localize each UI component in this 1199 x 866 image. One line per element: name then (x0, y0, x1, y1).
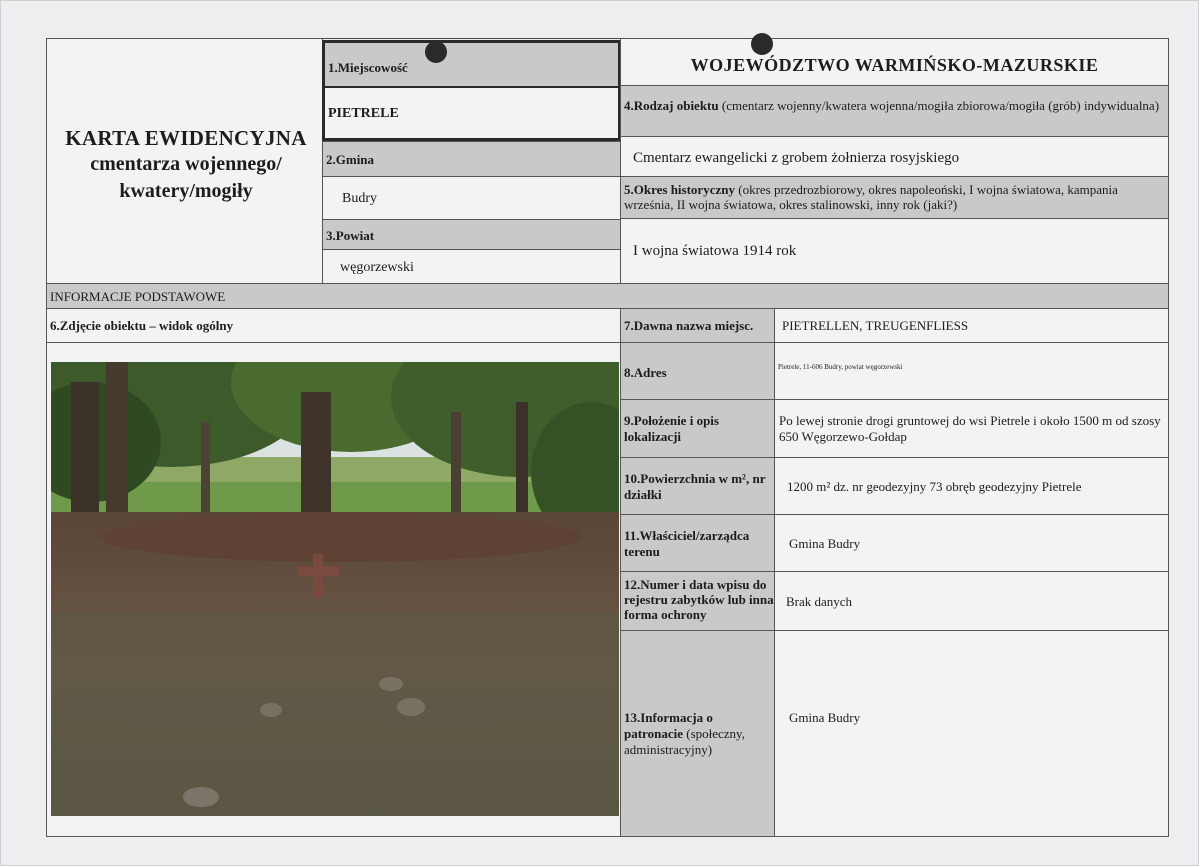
detail-value-patronat: Gmina Budry (789, 710, 861, 725)
detail-value-powierzchnia: 1200 m² dz. nr geodezyjny 73 obręb geodezyjny Pietrele (787, 479, 1082, 494)
basic-info-heading: INFORMACJE PODSTAWOWE (50, 289, 226, 304)
punch-hole-left (425, 41, 447, 63)
detail-label-powierzchnia: 10.Powierzchnia w m², nr działki (624, 471, 766, 502)
gmina-value: Budry (342, 191, 377, 206)
okres-value: I wojna światowa 1914 rok (633, 243, 797, 259)
card-title-line1: KARTA EWIDENCYJNA (65, 126, 307, 150)
detail-label-patronat-bold: 13.Informacja o patronacie (624, 710, 713, 741)
detail-label-rejestr: 12.Numer i data wpisu do rejestru zabytków lub inna forma ochrony (624, 577, 774, 622)
detail-value-polozenie: Po lewej stronie drogi gruntowej do wsi Pietrele i około 1500 m od szosy 650 Węgorzewo-Gołdap (779, 413, 1161, 444)
detail-value-cell-8 (774, 342, 1169, 400)
detail-value-adres: Pietrele, 11-606 Budry, powiat węgorzewski (778, 363, 903, 371)
rodzaj-hint: (cmentarz wojenny/kwatera wojenna/mogiła zbiorowa/mogiła (grób) indywidualna) (718, 98, 1160, 113)
card-title-line2: cmentarza wojennego/ (90, 153, 282, 175)
rodzaj-label-block (624, 98, 1164, 113)
miejscowosc-value: PIETRELE (328, 106, 399, 121)
okres-label: 5.Okres historyczny (624, 182, 735, 197)
okres-hint: (okres przedrozbiorowy, okres napoleoński, I wojna światowa, kampania września, II wojna światowa, okres stalinowski, inny rok (jaki?) (624, 182, 1118, 212)
detail-value-cell-13 (774, 630, 1169, 837)
detail-value-dawna-nazwa: PIETRELLEN, TREUGENFLIESS (782, 318, 969, 333)
detail-label-dawna-nazwa: 7.Dawna nazwa miejsc. (624, 318, 754, 333)
okres-label-block (624, 182, 1164, 212)
miejscowosc-label: 1.Miejscowość (328, 60, 408, 75)
card-title-line3: kwatery/mogiły (119, 180, 253, 202)
photo-label: 6.Zdjęcie obiektu – widok ogólny (50, 318, 234, 333)
voivodeship-title: WOJEWÓDZTWO WARMIŃSKO-MAZURSKIE (690, 55, 1099, 75)
punch-hole-right (751, 33, 773, 55)
rodzaj-label: 4.Rodzaj obiektu (624, 98, 719, 113)
powiat-label: 3.Powiat (326, 228, 375, 243)
cemetery-photo (51, 362, 619, 816)
detail-label-adres: 8.Adres (624, 365, 667, 380)
detail-label-patronat-rest: (społeczny, administracyjny) (624, 726, 745, 757)
detail-label-polozenie: 9.Położenie i opis lokalizacji (624, 413, 719, 444)
gmina-label: 2.Gmina (326, 152, 375, 167)
detail-label-patronat (624, 710, 770, 758)
detail-label-wlasciciel: 11.Właściciel/zarządca terenu (624, 528, 750, 559)
detail-value-rejestr: Brak danych (786, 594, 853, 609)
detail-value-wlasciciel: Gmina Budry (789, 536, 861, 551)
rodzaj-value: Cmentarz ewangelicki z grobem żołnierza rosyjskiego (633, 150, 960, 166)
powiat-value: węgorzewski (340, 260, 414, 275)
